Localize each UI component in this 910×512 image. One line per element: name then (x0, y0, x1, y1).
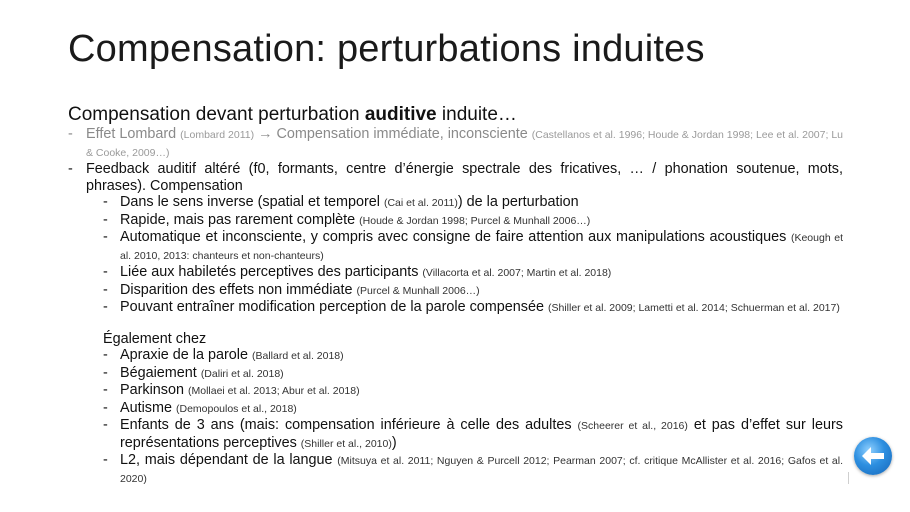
citation: (Demopoulos et al., 2018) (175, 402, 297, 415)
list-item (68, 282, 843, 300)
dash-bullet: - (103, 194, 108, 210)
dash-bullet: - (103, 281, 108, 298)
section-heading (68, 104, 843, 126)
sub-list (68, 194, 843, 317)
citation: (Shiller et al., 2010) (300, 437, 392, 450)
citation: (Houde & Jordan 1998; Purcel & Munhall 2006…) (359, 214, 591, 227)
also-list (68, 347, 843, 487)
list-item (68, 365, 843, 383)
item-text: Autisme (120, 399, 176, 416)
dash-bullet: - (103, 417, 108, 433)
item-text: Dans le sens inverse (spatial et temporel (120, 194, 384, 210)
citation: (Mitsuya et al. 2011; Nguyen & Purcell 2012; Pearman 2007; cf. critique McAllister et al. 2016; Gafos et al. 2020) (120, 455, 844, 485)
list-item (68, 452, 843, 487)
item-text: ) (391, 434, 397, 451)
item-text: Bégaiement (120, 364, 201, 381)
heading-suffix: induite… (436, 104, 517, 125)
citation: (Cai et al. 2011) (383, 197, 458, 209)
slide-title: Compensation: perturbations induites (68, 28, 705, 70)
citation: (Daliri et al. 2018) (200, 367, 284, 380)
dash-bullet: - (103, 264, 108, 280)
item-text: ) de la perturbation (457, 194, 579, 210)
citation: (Lombard 2011) (180, 129, 255, 141)
item-text: Apraxie de la parole (120, 347, 252, 363)
citation: (Shiller et al. 2009; Lametti et al. 2014; Schuerman et al. 2017) (548, 302, 840, 314)
citation: (Scheerer et al., 2016) (577, 420, 688, 432)
heading-prefix: Compensation devant perturbation (68, 104, 365, 125)
citation: (Castellanos et al. 1996; Houde & Jordan 1998; Lee et al. 2007; Lu & Cooke, 2009…) (86, 129, 843, 159)
dash-bullet: - (103, 211, 108, 228)
back-arrow-icon (860, 445, 886, 467)
list-item (68, 417, 843, 452)
dash-bullet: - (68, 161, 73, 177)
item-text: Liée aux habiletés perceptives des participants (120, 264, 423, 280)
item-text: L2, mais dépendant de la langue (120, 452, 338, 468)
dash-bullet: - (103, 347, 108, 363)
item-text: Compensation immédiate, inconsciente (276, 126, 532, 142)
dash-bullet: - (103, 364, 108, 381)
list-item (68, 194, 843, 212)
list-item (68, 347, 843, 365)
list-item (68, 229, 843, 264)
heading-bold: auditive (364, 104, 437, 125)
citation: (Keough et al. 2010, 2013: chanteurs et non-chanteurs) (120, 232, 844, 262)
dash-bullet: - (103, 299, 108, 315)
citation: (Purcel & Munhall 2006…) (356, 284, 480, 297)
list-item-lombard (68, 126, 843, 161)
list-item-feedback (68, 161, 843, 194)
item-text: Disparition des effets non immédiate (120, 281, 357, 298)
citation: (Ballard et al. 2018) (252, 350, 344, 362)
citation: (Villacorta et al. 2007; Martin et al. 2018) (422, 267, 612, 279)
item-text: Feedback auditif altéré (f0, formants, centre d’énergie spectrale des fricatives, … / phonation soutenue, mots, phrases). Compensation (86, 161, 843, 194)
item-text: Effet Lombard (86, 126, 181, 142)
dash-bullet: - (103, 229, 108, 245)
item-text: Pouvant entraîner modification perception de la parole compensée (120, 299, 548, 315)
dash-bullet: - (103, 399, 108, 416)
list-item (68, 212, 843, 230)
item-text: Enfants de 3 ans (mais: compensation inférieure à celle des adultes (120, 417, 578, 433)
list-item (68, 382, 843, 400)
list-item (68, 400, 843, 418)
item-text: Parkinson (120, 382, 188, 398)
item-text: et pas d’effet sur leurs représentations perceptives (120, 417, 843, 451)
dash-bullet: - (103, 452, 108, 468)
dash-bullet: - (103, 382, 108, 398)
citation: (Mollaei et al. 2013; Abur et al. 2018) (188, 385, 360, 397)
item-text: Automatique et inconsciente, y compris avec consigne de faire attention aux manipulations acoustiques (120, 229, 791, 245)
dash-bullet: - (68, 126, 73, 142)
slide-content (68, 104, 843, 487)
list-item (68, 299, 843, 317)
list-item (68, 264, 843, 282)
also-heading: Également chez (103, 330, 207, 347)
divider (848, 472, 849, 484)
back-button[interactable] (854, 437, 892, 475)
item-text: Rapide, mais pas rarement complète (120, 211, 360, 228)
arrow-icon: → (254, 126, 277, 142)
